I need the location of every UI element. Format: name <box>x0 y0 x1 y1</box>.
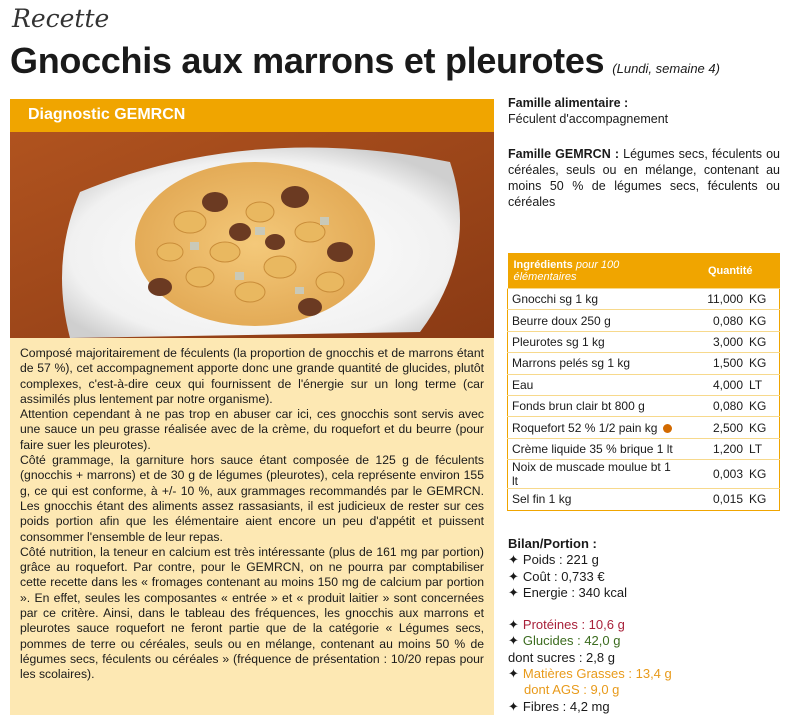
ingredient-name <box>508 374 682 395</box>
ingredient-row <box>508 395 780 416</box>
ingredient-name <box>508 438 682 459</box>
ingredient-name-text: Noix de muscade moulue bt 1 lt <box>512 460 671 489</box>
ingredient-row <box>508 417 780 438</box>
ingredient-unit-text: LT <box>749 441 763 456</box>
ingredient-name <box>508 460 682 489</box>
recipe-subtitle: (Lundi, semaine 4) <box>612 61 720 76</box>
ingredient-quantity <box>681 310 745 331</box>
diagnostic-text <box>10 338 494 715</box>
ingredient-name-text: Roquefort 52 % 1/2 pain kg <box>512 420 658 435</box>
dish-photo <box>10 132 494 338</box>
ingredient-quantity-text: 11,000 <box>707 292 743 307</box>
bilan-energie-value: Energie : 340 kcal <box>522 584 627 600</box>
ingredients-header-label: Ingrédients <box>513 258 573 271</box>
ingredient-quantity-text: 0,080 <box>712 399 743 414</box>
ingredient-unit <box>745 417 780 438</box>
ingredient-unit <box>745 395 780 416</box>
bilan-lipides <box>508 666 780 682</box>
ingredient-quantity <box>681 374 745 395</box>
ingredient-unit-text: KG <box>749 420 767 435</box>
star-icon: ✦ <box>508 552 519 568</box>
bilan-glucides-value: Glucides : 42,0 g <box>522 633 621 649</box>
ingredient-row <box>508 374 780 395</box>
ingredient-unit <box>745 353 780 374</box>
ingredient-row <box>508 310 780 331</box>
diagnostic-header <box>10 99 494 132</box>
ingredient-unit-text: KG <box>749 467 767 482</box>
ingredient-name-text: Gnocchi sg 1 kg <box>512 292 599 307</box>
quantity-header: Quantité <box>681 253 780 289</box>
ingredient-name <box>508 353 682 374</box>
ingredient-quantity-text: 1,500 <box>712 356 743 371</box>
ingredients-table <box>507 253 780 511</box>
ingredient-quantity-text: 0,015 <box>712 492 743 507</box>
bilan-proteines <box>508 617 780 633</box>
ingredient-unit <box>745 489 780 510</box>
ingredient-quantity <box>681 353 745 374</box>
ingredient-unit-text: KG <box>749 492 767 507</box>
bilan-lipides-value: Matières Grasses : 13,4 g <box>522 666 672 682</box>
ingredient-unit <box>745 331 780 352</box>
ingredient-quantity <box>681 331 745 352</box>
bilan-energie <box>508 585 780 601</box>
ingredient-name <box>508 289 682 310</box>
star-icon: ✦ <box>508 568 519 584</box>
ingredient-quantity <box>681 395 745 416</box>
ingredient-name-text: Eau <box>512 377 534 392</box>
famille-gemrcn <box>508 146 780 210</box>
bilan-fibres <box>508 699 780 715</box>
bilan-poids <box>508 552 780 568</box>
ingredient-name-text: Pleurotes sg 1 kg <box>512 334 605 349</box>
bilan-fibres-value: Fibres : 4,2 mg <box>522 698 610 714</box>
ingredient-row <box>508 489 780 510</box>
famille-alimentaire-label: Famille alimentaire : <box>508 96 629 110</box>
section-kicker: Recette <box>12 4 110 33</box>
ingredient-name-text: Fonds brun clair bt 800 g <box>512 399 645 414</box>
diagnostic-paragraph: Attention cependant à ne pas trop en abuser car ici, ces gnocchis sont servis avec une sauce un peu grasse réalisée avec de la crème, du roquefort et du beurre (pour faire suer les pleurotes). <box>20 407 484 452</box>
ingredient-unit-text: KG <box>749 334 767 349</box>
ingredients-header <box>508 253 682 289</box>
ingredient-row <box>508 331 780 352</box>
bilan-poids-value: Poids : 221 g <box>522 552 599 568</box>
ingredient-row <box>508 438 780 459</box>
bilan-cout-value: Coût : 0,733 € <box>522 568 605 584</box>
bilan-ags: dont AGS : 9,0 g <box>524 682 620 698</box>
ingredient-row <box>508 353 780 374</box>
ingredient-name-text: Beurre doux 250 g <box>512 313 611 328</box>
ingredient-unit <box>745 374 780 395</box>
ingredients-header-row <box>508 253 780 289</box>
ingredient-unit <box>745 310 780 331</box>
ingredient-quantity-text: 0,003 <box>712 467 743 482</box>
ingredient-quantity-text: 2,500 <box>712 420 743 435</box>
ingredient-row <box>508 460 780 489</box>
ingredient-name <box>508 395 682 416</box>
ingredient-quantity-text: 0,080 <box>712 313 743 328</box>
ingredient-name-text: Marrons pelés sg 1 kg <box>512 356 631 371</box>
ingredient-quantity <box>681 460 745 489</box>
ingredient-name <box>508 489 682 510</box>
ingredient-name <box>508 417 682 438</box>
bilan-cout <box>508 569 780 585</box>
ingredient-unit-text: KG <box>749 313 767 328</box>
ingredient-name-text: Crème liquide 35 % brique 1 lt <box>512 441 673 456</box>
ingredient-quantity-text: 1,200 <box>712 441 743 456</box>
ingredient-unit-text: KG <box>749 356 767 371</box>
bilan-heading: Bilan/Portion : <box>508 536 597 551</box>
aop-label-icon <box>663 424 672 433</box>
famille-gemrcn-label: Famille GEMRCN : <box>508 147 620 161</box>
bilan-glucides <box>508 633 780 649</box>
ingredient-unit-text: KG <box>749 399 767 414</box>
ingredient-quantity-text: 4,000 <box>712 377 743 392</box>
ingredient-row <box>508 289 780 310</box>
ingredient-quantity <box>681 289 745 310</box>
star-icon: ✦ <box>508 617 519 633</box>
star-icon: ✦ <box>508 584 519 600</box>
famille-gemrcn-value: Légumes secs, féculents ou céréales, seuls ou en mélange, contenant au moins 50 % de légumes secs, féculents ou céréales <box>508 147 780 209</box>
famille-alimentaire-value: Féculent d'accompagnement <box>508 112 669 126</box>
ingredient-unit <box>745 460 780 489</box>
ingredient-quantity <box>681 489 745 510</box>
ingredient-quantity <box>681 417 745 438</box>
diagnostic-paragraph: Côté grammage, la garniture hors sauce étant composée de 125 g de féculents (gnocchis + marrons) et de 30 g de légumes (pleurotes), cela représente environ 155 g, ce qui est conforme, à +/- 10 %, aux grammages recommandés par le GEMRCN. Les gnocchis étant des aliments assez rassasiants, il est judicieux de rester sur ces poids portion afin que les élémentaire aient encore un peu d'appétit et puissent consommer l'ensemble de leur repas. <box>20 453 484 544</box>
ingredient-unit-text: KG <box>749 292 767 307</box>
ingredient-unit-text: LT <box>749 377 763 392</box>
bilan-sucres: dont sucres : 2,8 g <box>508 649 615 665</box>
ingredient-quantity <box>681 438 745 459</box>
bilan-portion <box>508 536 780 715</box>
diagnostic-heading: Diagnostic GEMRCN <box>28 106 186 123</box>
star-icon: ✦ <box>508 633 519 649</box>
ingredients-header-note: pour 100 élémentaires <box>513 258 620 283</box>
ingredient-name <box>508 331 682 352</box>
ingredient-quantity-text: 3,000 <box>712 334 743 349</box>
ingredient-unit <box>745 438 780 459</box>
ingredient-name <box>508 310 682 331</box>
diagnostic-paragraph: Composé majoritairement de féculents (la proportion de gnocchis et de marrons étant de 57 %), cet accompagnement apporte donc une grande quantité de glucides, plutôt complexes, c'est-à-dire ceux qui fournissent de l'énergie sur un long terme (car assimilés plus lentement par notre organisme). <box>20 346 484 406</box>
star-icon: ✦ <box>508 698 519 714</box>
page-title <box>10 40 720 82</box>
bilan-proteines-value: Protéines : 10,6 g <box>522 617 625 633</box>
famille-alimentaire <box>508 95 780 127</box>
ingredient-name-text: Sel fin 1 kg <box>512 492 572 507</box>
ingredient-unit <box>745 289 780 310</box>
diagnostic-paragraph: Côté nutrition, la teneur en calcium est très intéressante (plus de 161 mg par portion) grâce au roquefort. Par contre, pour le GEMRCN, on ne pourra par comptabiliser cette recette dans les « fromages contenant au moins 150 mg de calcium par portion ». En effet, seules les composantes « entrée » et « produit laitier » sont concernées par ce critère. Ainsi, dans le tableau des fréquences, les gnocchis aux marrons et pleurotes sauce roquefort ne feront partie que de la catégorie « Légumes secs, pommes de terre ou céréales, seuls ou en mélange, contenant au moins 50 % de légumes secs, féculents ou céréales » (fréquence de présentation : 10/20 repas pour les scolaires). <box>20 544 484 682</box>
recipe-title: Gnocchis aux marrons et pleurotes <box>10 40 605 81</box>
star-icon: ✦ <box>508 666 519 682</box>
